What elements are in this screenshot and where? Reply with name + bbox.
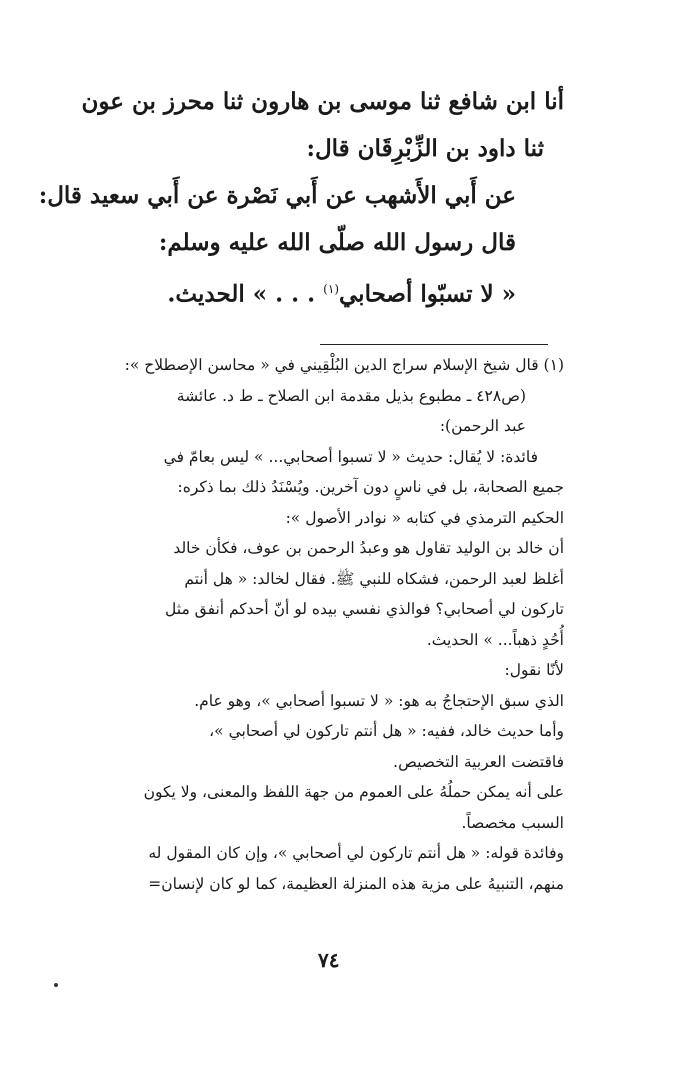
main-line-3: عن أَبي الأَشهب عن أَبي نَصْرة عن أَبي سعيد قال: — [38, 182, 516, 209]
footnote-line: أغلظ لعبد الرحمن، فشكاه للنبي ﷺ. فقال لخالد: « هل أنتم — [184, 569, 564, 588]
footnote-line: وفائدة قوله: « هل أنتم تاركون لي أصحابي »، وإن كان المقول له — [148, 844, 564, 862]
footnote-marker: (١) — [323, 282, 339, 296]
footnote-line: لأنّا نقول: — [504, 661, 564, 679]
footnote-line: فاقتضت العربية التخصيص. — [393, 752, 564, 771]
footnote-line: فائدة: لا يُقال: حديث « لا تسبوا أصحابي... » ليس بعامّ في — [163, 447, 538, 466]
page-number: ٧٤ — [318, 948, 340, 972]
footnote-line: جميع الصحابة، بل في ناسٍ دون آخرين. ويُسْنَدُ ذلك بما ذكره: — [177, 478, 564, 496]
main-line-2: ثنا داود بن الزِّبْرِقَان قال: — [306, 135, 544, 162]
footnote-line: وأما حديث خالد، ففيه: « هل أنتم تاركون لي أصحابي »، — [209, 722, 564, 740]
footnote-line: الذي سبق الإحتجاجُ به هو: « لا تسبوا أصحابي »، وهو عام. — [194, 691, 564, 710]
footnote-line: أُحُدٍ ذهباً... » الحديث. — [426, 630, 564, 649]
main-line-4: قال رسول الله صلّى الله عليه وسلم: — [158, 229, 516, 256]
main-line-1: أنا ابن شافع ثنا موسى بن هارون ثنا محرز بن عون — [81, 88, 564, 115]
footnote-line: عبد الرحمن): — [439, 417, 526, 435]
footnote-line: منهم، التنبيهُ على مزية هذه المنزلة العظيمة، كما لو كان لإنسان= — [148, 874, 564, 893]
hadith-text: « لا تسبّوا أصحابي — [339, 280, 516, 308]
main-text — [38, 78, 564, 318]
hadith-ending: . . . » الحديث. — [167, 280, 324, 308]
footnote-line: أن خالد بن الوليد تقاول هو وعبدُ الرحمن بن عوف، فكأن خالد — [173, 539, 564, 557]
footnote-line: تاركون لي أصحابي؟ فوالذي نفسي بيده لو أنّ أحدكم أنفق مثل — [165, 600, 564, 618]
main-line-5 — [114, 266, 564, 318]
footnote-separator — [320, 344, 548, 345]
footnote-line: الحكيم الترمذي في كتابه « نوادر الأصول »: — [285, 508, 564, 527]
ink-speck — [54, 983, 58, 987]
footnote-line: السبب مخصصاً. — [461, 813, 564, 832]
footnote-line: (١) قال شيخ الإسلام سراج الدين البُلْقِيني في « محاسن الإصطلاح »: — [124, 356, 564, 374]
footnote-line: (ص٤٢٨ ـ مطبوع بذيل مقدمة ابن الصلاح ـ ط د. عائشة — [176, 386, 526, 405]
footnote — [114, 350, 564, 899]
footnote-line: على أنه يمكن حملُهُ على العموم من جهة اللفظ والمعنى، ولا يكون — [143, 783, 564, 801]
